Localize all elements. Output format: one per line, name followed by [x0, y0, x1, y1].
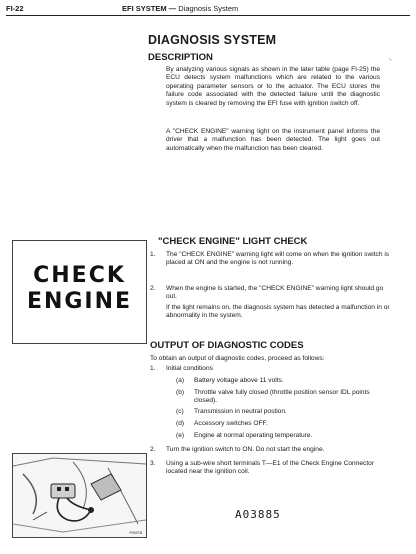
page-number: FI-22	[6, 4, 24, 13]
stray-mark: ·,	[388, 56, 392, 62]
condition-e-letter: (e)	[176, 432, 185, 439]
description-heading: DESCRIPTION	[148, 52, 213, 63]
condition-c: Transmission in neutral postion.	[194, 408, 287, 415]
light-check-item-1: The "CHECK ENGINE" warning light will come on when the ignition switch is placed at ON and the engine is not running.	[166, 251, 390, 267]
check-engine-line-2: ENGINE	[26, 289, 133, 314]
description-paragraph-2: A "CHECK ENGINE" warning light on the instrument panel informs the driver that a malfunction has been detected. The light goes out automatically when the malfunction has been cleared.	[166, 128, 380, 152]
output-item-1: Initial conditions	[166, 365, 213, 372]
light-check-item-2-number: 2.	[150, 285, 156, 292]
header-title: EFI SYSTEM — Diagnosis System	[122, 4, 239, 13]
connector-photo	[12, 453, 147, 538]
page-header	[6, 4, 410, 16]
light-check-item-2-note: If the light remains on, the diagnosis system has detected a malfunction in or abnormality in the system.	[166, 304, 390, 320]
light-check-heading: "CHECK ENGINE" LIGHT CHECK	[158, 236, 308, 247]
header-subsection: Diagnosis System	[178, 4, 239, 13]
condition-a: Battery voltage above 11 volts.	[194, 377, 284, 384]
photo-tag: FI0578	[129, 530, 142, 535]
light-check-item-1-number: 1.	[150, 251, 156, 258]
output-codes-intro: To obtain an output of diagnostic codes, proceed as follows:	[150, 355, 325, 362]
page-title: DIAGNOSIS SYSTEM	[148, 33, 277, 47]
output-item-2: Turn the ignition switch to ON. Do not start the engine.	[166, 446, 325, 453]
output-item-2-number: 2.	[150, 446, 156, 453]
condition-b-letter: (b)	[176, 389, 185, 396]
condition-b: Throttle valve fully closed (throttle position sensor IDL points closed).	[194, 389, 370, 405]
header-section: EFI SYSTEM	[122, 4, 167, 13]
condition-d: Accessory switches OFF.	[194, 420, 268, 427]
output-codes-heading: OUTPUT OF DIAGNOSTIC CODES	[150, 340, 304, 351]
description-paragraph-1: By analyzing various signals as shown in the later table (page FI-25) the ECU detects system malfunctions which are related to the various operating parameter sensors or to the actuator. The ECU stores the failure code associated with the detected failure until the diagnostic system is cleared by removing the EFI fuse with ignition switch off.	[166, 66, 380, 107]
check-engine-line-1: CHECK	[33, 263, 126, 288]
check-engine-panel	[12, 240, 147, 344]
light-check-item-2: When the engine is started, the "CHECK ENGINE" warning light should go out.	[166, 285, 384, 301]
condition-a-letter: (a)	[176, 377, 185, 384]
figure-code: A03885	[235, 508, 281, 521]
condition-d-letter: (d)	[176, 420, 185, 427]
condition-c-letter: (c)	[176, 408, 184, 415]
output-item-1-number: 1.	[150, 365, 156, 372]
condition-e: Engine at normal operating temperature.	[194, 432, 313, 439]
output-item-3: Using a sub-wire short terminals T—E1 of the Check Engine Connector located near the ignition coil.	[166, 460, 375, 476]
connector-illustration	[13, 454, 146, 537]
output-item-3-number: 3.	[150, 460, 156, 467]
